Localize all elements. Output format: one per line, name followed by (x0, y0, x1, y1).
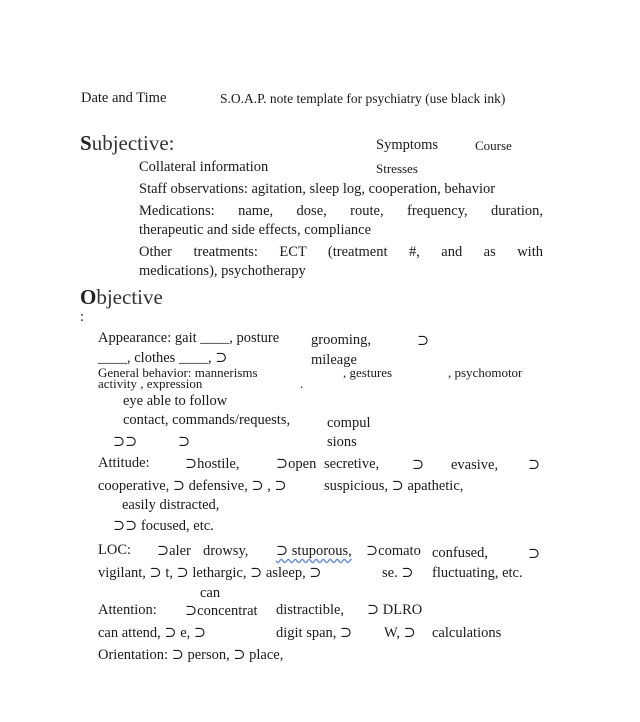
appearance-line: Appearance: gait ____, posture (98, 330, 280, 346)
attention-label: Attention: (98, 602, 157, 618)
distractible-option: distractible, (276, 602, 345, 618)
other-treatments-line-1: Other treatments: ECT (treatment #, and as with (139, 244, 543, 260)
attitude-label: Attitude: (98, 455, 150, 471)
course-label: Course (475, 138, 512, 153)
calculations-option: calculations (432, 625, 502, 641)
dlro-option: ⊃ DLRO (367, 602, 423, 618)
other-treatments-line-2: medications), psychotherapy (139, 263, 306, 279)
grooming-label: grooming, (311, 332, 372, 348)
stuporous-option: ⊃ stuporous, (276, 543, 352, 559)
easily-distracted-line: easily distracted, (122, 497, 220, 513)
psychomotor-label: , psychomotor (448, 365, 523, 380)
mileage-label: mileage (311, 352, 357, 368)
superset-symbol: ⊃ (417, 333, 430, 349)
period: . (300, 376, 304, 391)
document-title: S.O.A.P. note template for psychiatry (use black ink) (220, 91, 506, 106)
sions-label: sions (327, 434, 357, 450)
staff-observations: Staff observations: agitation, sleep log, cooperation, behavior (139, 181, 496, 197)
medications-line-1: Medications: name, dose, route, frequency, duration, (139, 203, 543, 219)
clothes-line: ____, clothes ____, ⊃ (98, 350, 228, 366)
cooperative-line: cooperative, ⊃ defensive, ⊃ , ⊃ (98, 478, 287, 494)
w-option: W, ⊃ (384, 625, 416, 641)
collateral-label: Collateral information (139, 159, 269, 175)
can-label: can (200, 585, 221, 601)
confused-option: confused, (432, 545, 488, 561)
superset-symbols: ⊃⊃ (113, 434, 138, 450)
contact-commands-line: contact, commands/requests, (123, 412, 291, 428)
comato-option: ⊃comato (366, 543, 421, 559)
drowsy-option: drowsy, (203, 543, 249, 559)
suspicious-line: suspicious, ⊃ apathetic, (324, 478, 464, 494)
activity-expression-line: activity , expression (98, 376, 203, 391)
can-attend-line: can attend, ⊃ e, ⊃ (98, 625, 207, 641)
medications-line-2: therapeutic and side effects, compliance (139, 222, 372, 238)
eye-contact-line: eye able to follow (123, 393, 228, 409)
general-behavior-line: General behavior: mannerisms (98, 365, 258, 380)
stresses-label: Stresses (376, 161, 418, 176)
hostile-option: ⊃hostile, (185, 456, 240, 472)
fluctuating-option: fluctuating, etc. (432, 565, 523, 581)
loc-label: LOC: (98, 542, 132, 558)
alert-option: ⊃aler (157, 543, 191, 559)
date-time-label: Date and Time (81, 90, 167, 106)
objective-colon: : (80, 309, 85, 325)
se-fragment: se. ⊃ (382, 565, 414, 581)
orientation-line: Orientation: ⊃ person, ⊃ place, (98, 647, 284, 663)
compul-label: compul (327, 415, 371, 431)
gestures-label: , gestures (343, 365, 393, 380)
open-option: ⊃open (276, 456, 317, 472)
evasive-option: evasive, (451, 457, 499, 473)
objective-heading: Objective (80, 285, 163, 309)
concentrate-option: ⊃concentrat (185, 603, 258, 619)
superset-symbol: ⊃ (528, 546, 541, 562)
superset-symbol: ⊃ (178, 434, 191, 450)
focused-line: ⊃⊃ focused, etc. (113, 518, 214, 534)
superset-symbol: ⊃ (528, 457, 541, 473)
symptoms-label: Symptoms (376, 137, 439, 153)
subjective-heading: Subjective: (80, 131, 175, 155)
vigilant-line: vigilant, ⊃ t, ⊃ lethargic, ⊃ asleep, ⊃ (98, 565, 322, 581)
superset-symbol: ⊃ (412, 457, 425, 473)
digit-span-option: digit span, ⊃ (276, 625, 353, 641)
secretive-option: secretive, (324, 456, 380, 472)
